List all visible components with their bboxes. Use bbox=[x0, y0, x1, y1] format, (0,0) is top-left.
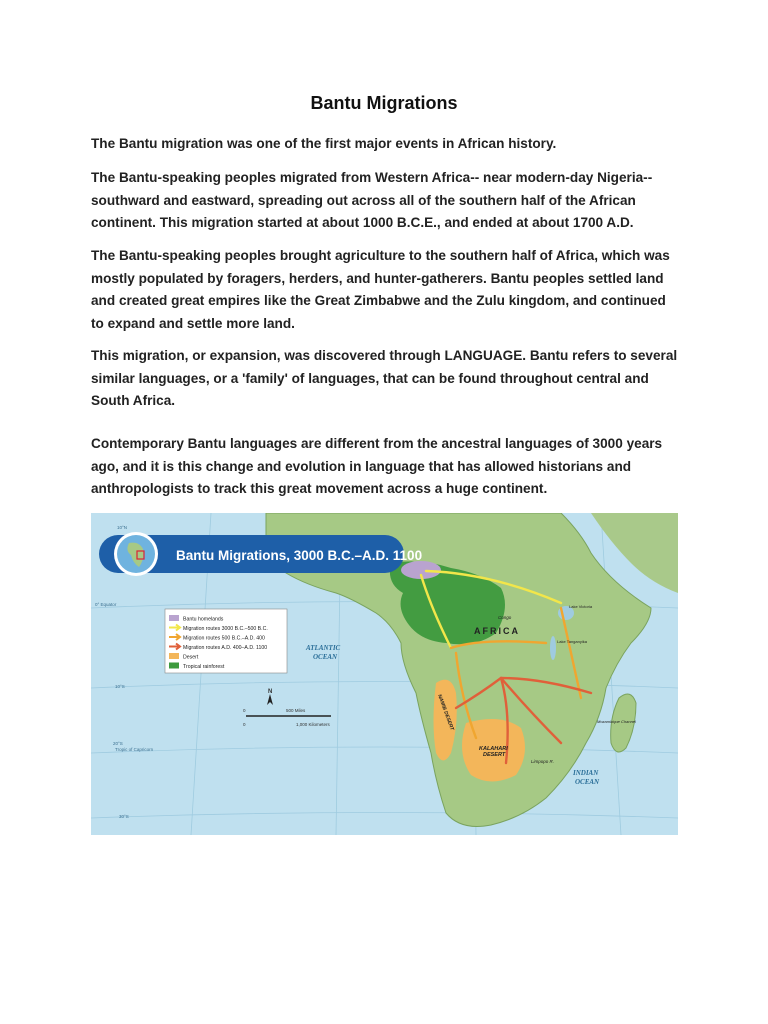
label-lake-victoria: Lake Victoria bbox=[569, 604, 593, 609]
svg-text:10°N: 10°N bbox=[117, 525, 128, 530]
map-legend bbox=[165, 609, 287, 673]
legend-label: Desert bbox=[183, 654, 199, 661]
svg-text:20°S: 20°S bbox=[113, 741, 123, 746]
label-kalahari: KALAHARI bbox=[479, 746, 508, 752]
svg-text:OCEAN: OCEAN bbox=[313, 653, 338, 661]
bantu-migration-map bbox=[91, 513, 678, 835]
legend-label: Migration routes 500 B.C.–A.D. 400 bbox=[183, 635, 265, 642]
svg-text:500 Miles: 500 Miles bbox=[286, 708, 306, 713]
north-arrow-label: N bbox=[268, 689, 273, 695]
svg-text:30°S: 30°S bbox=[119, 814, 129, 819]
paragraph-3: The Bantu-speaking peoples brought agriculture to the southern half of Africa, which was mostly populated by foragers, herders, and hunter-gatherers. Bantu peoples settled land and created great empires like the Great Zimbabwe and the Zulu kingdom, and continued to expand and settle more land. bbox=[91, 248, 670, 331]
banner-title: Bantu Migrations, 3000 B.C.–A.D. 1100 bbox=[176, 548, 423, 563]
label-lake-tanganyika: Lake Tanganyika bbox=[557, 639, 587, 644]
svg-text:DESERT: DESERT bbox=[483, 752, 506, 758]
label-mozambique: Mozambique Channel bbox=[597, 719, 636, 724]
label-africa: AFRICA bbox=[474, 626, 520, 636]
page-title: Bantu Migrations bbox=[310, 93, 458, 113]
legend-swatch bbox=[169, 615, 179, 621]
label-limpopo: Limpopo R. bbox=[531, 759, 555, 764]
legend-label: Migration routes A.D. 400–A.D. 1100 bbox=[183, 645, 268, 651]
legend-swatch bbox=[169, 653, 179, 659]
svg-text:10°S: 10°S bbox=[115, 684, 125, 689]
paragraph-2: The Bantu-speaking peoples migrated from Western Africa-- near modern-day Nigeria-- southward and eastward, spreading out across all of the southern half of the African continent. This migration started at about 1000 B.C.E., and ended at about 1700 A.D. bbox=[91, 170, 653, 231]
map-banner bbox=[99, 532, 422, 576]
legend-label: Migration routes 3000 B.C.–500 B.C. bbox=[183, 626, 268, 632]
legend-label: Bantu homelands bbox=[183, 616, 224, 623]
label-namib: NAMIB DESERT bbox=[436, 693, 455, 732]
svg-text:OCEAN: OCEAN bbox=[575, 778, 600, 786]
label-capricorn: Tropic of Capricorn bbox=[115, 747, 154, 752]
label-congo: Congo bbox=[498, 615, 512, 620]
label-atlantic: ATLANTIC bbox=[306, 644, 341, 652]
paragraph-5: Contemporary Bantu languages are different from the ancestral languages of 3000 years ago, and it is this change and evolution in language that has allowed historians and anthropologists to track this great movement across a huge continent. bbox=[91, 436, 663, 497]
label-equator: 0° Equator bbox=[95, 602, 117, 607]
paragraph-4: This migration, or expansion, was discovered through LANGUAGE. Bantu refers to several similar languages, or a 'family' of languages, that can be found throughout central and South Africa. bbox=[91, 348, 678, 409]
lake-tanganyika bbox=[550, 636, 556, 660]
legend-swatch bbox=[169, 663, 179, 669]
svg-text:0: 0 bbox=[243, 708, 246, 713]
svg-text:1,000 Kilometers: 1,000 Kilometers bbox=[296, 722, 330, 727]
label-indian: INDIAN bbox=[573, 769, 599, 777]
legend-label: Tropical rainforest bbox=[183, 664, 225, 670]
paragraph-1: The Bantu migration was one of the first major events in African history. bbox=[91, 136, 557, 151]
svg-text:0: 0 bbox=[243, 722, 246, 727]
